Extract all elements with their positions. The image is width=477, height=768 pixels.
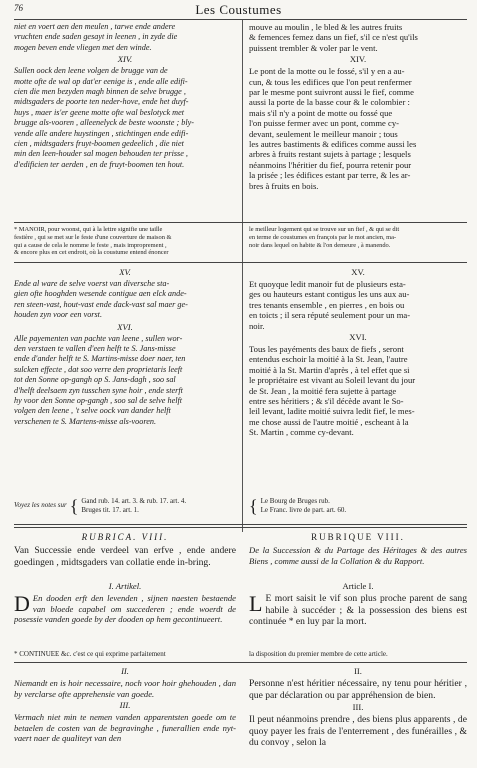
- text-line: ges ou hauteurs estant contigus les uns aux au-: [249, 289, 410, 300]
- text-line: motte ofte de wal op dat'er eenige is , ende alle edifi-: [14, 76, 188, 86]
- continue-rule: [14, 662, 467, 663]
- text-line: Gand rub. 14. art. 3. & rub. 17. art. 4.: [81, 497, 187, 505]
- text-line: tres tenants ensemble , en pierres , en bois ou: [249, 299, 405, 310]
- text-line: aussi la porte de la basse cour & le colombier :: [249, 97, 410, 108]
- text-line: vende alle andere huystingen , stichtingen ende edifi-: [14, 128, 189, 138]
- text-line: houden zyn voor een vorst.: [14, 310, 102, 320]
- text-line: bres à fruits en bois.: [249, 180, 319, 191]
- text-line: par le mesme pont suivront aussi le fief, comme: [249, 87, 414, 98]
- text-line: qui a cause de cela le nomme le feste , mais improprement ,: [14, 241, 167, 249]
- text-line: & femences femez dans un fief, s'il ce n'est qu'ils: [249, 32, 418, 43]
- section-rule-top: [14, 524, 467, 525]
- text-line: le meilleur logement qui se trouve sur un fief , & qui se dit: [249, 226, 400, 233]
- art1-right-text: L E mort saisit le vif son plus proche parent de sang habile à succéder ; & la possession des biens est continuée * en luy par la mort.: [249, 591, 467, 628]
- drop-cap: D: [14, 591, 30, 616]
- article-2-3-left: [14, 665, 236, 768]
- right-column-upper: [249, 22, 467, 191]
- note-bottom-rule: [14, 262, 467, 263]
- text-line: de St. Jean , la moitié fera sujette à partage: [249, 385, 397, 396]
- text-line: arbres à fruits restant sujets à partage ; lesquels: [249, 149, 411, 160]
- ref-left-lines: [81, 497, 186, 515]
- left-column-upper: [14, 22, 236, 170]
- text-line: l'on puisse fermer avec un pont, comme cy-: [249, 118, 399, 129]
- text-line: sulcken effecte , dat soo verre den proprietaris leeft: [14, 364, 183, 374]
- continue-note-right-block: [249, 651, 467, 659]
- right-xiv-heading: XIV.: [349, 54, 367, 65]
- text-line: & encore plus en cet endroit, où la coustume entend énoncer: [14, 249, 169, 257]
- title-right: De la Succession & du Partage des Héritages & des autres Biens , comme aussi de la Collation & du Rapport.: [249, 545, 467, 566]
- art1-left-text: D En dooden erft den levenden , sijnen naesten bestaende van bloede capabel om succederen ; ende woerdt de posessie vanden goede by der dooden op hem gecontinueert.: [14, 591, 236, 625]
- rubric-left: RUBRICA. VIII.: [81, 532, 169, 542]
- note-right-block: [249, 226, 467, 249]
- art3-right-heading: III.: [352, 702, 364, 713]
- text-line: néanmoins l'héritier du fief, pourra retenir pour: [249, 159, 412, 170]
- left-xiv-text: [14, 66, 236, 170]
- left-xvi-text: [14, 334, 236, 428]
- text-line: midtsgaders de poorte ten neder-hove, ende het duyf-: [14, 97, 189, 107]
- text-line: cun, & tous les edifices que l'on peut renfermer: [249, 76, 412, 87]
- left-top-text: [14, 22, 236, 53]
- note-left-text: [14, 226, 236, 257]
- text-line: Ende al ware de selve voerst van diversche sta-: [14, 279, 170, 288]
- right-xv-heading: XV.: [351, 267, 365, 277]
- text-line: volgen den leene , 't selve oock van dander helft: [14, 406, 171, 416]
- text-line: Le Bourg de Bruges rub.: [260, 497, 330, 505]
- ref-right-lines: [261, 497, 347, 515]
- note-left-block: [14, 226, 236, 257]
- text-line: vruchten ende saden gesayt in leenen , in zyde die: [14, 32, 178, 42]
- drop-cap: L: [249, 591, 263, 616]
- left-xv-heading: XV.: [119, 267, 131, 277]
- left-xv-text: [14, 279, 236, 321]
- text-line: le propriétaire est vivant au Soleil levant du jour: [249, 375, 416, 386]
- left-xiv-heading: XIV.: [117, 54, 133, 65]
- text-line: den verstaen te vallen d'een helft te S. Jans-misse: [14, 344, 176, 354]
- art3-left-heading: III.: [119, 700, 131, 711]
- page-title: Les Coustumes: [195, 2, 282, 17]
- rubric-right: RUBRIQUE VIII.: [311, 532, 405, 542]
- text-line: min den leen-houder sal mogen behouden ter prisse ,: [14, 149, 188, 159]
- brace-icon: {: [249, 497, 258, 516]
- text-line: Sullen oock den leene volgen de brugge van de: [14, 66, 168, 76]
- text-line: entre ses héritiers ; & s'il décède avant le So-: [249, 396, 404, 407]
- text-line: d'helft deelsaem zyn tusschen syne hoir , ende sterft: [14, 385, 183, 395]
- header-rule: [14, 19, 467, 20]
- text-line: leil levant, ladite moitié suivra ledit fief, le mes-: [249, 406, 415, 417]
- continue-note-right: la disposition du premier membre de cette article.: [249, 651, 388, 658]
- text-line: * MANOIR, pour woonst, qui à la lettre signifie une taille: [14, 226, 163, 233]
- text-line: gien ofte hooghden wesende contigue aen elck ande-: [14, 289, 187, 299]
- text-line: en terme de coustumes en françois par le mot ancien, ma-: [249, 233, 397, 241]
- art3-right-text: Il peut néanmoins prendre , des biens plus apparents , de quoy payer les frais de l'enterrement , des funérailles , & du convoy , selon la: [249, 714, 467, 749]
- right-xiv-text: [249, 66, 467, 191]
- ref-left-lead: Voyez les notes sur: [14, 501, 67, 510]
- text-line: Et quoyque ledit manoir fut de plusieurs esta-: [249, 279, 406, 289]
- rubric-right-block: [249, 532, 467, 566]
- text-line: Le pont de la motte ou le fossé, s'il y en a au-: [249, 66, 405, 77]
- note-right-text: [249, 226, 467, 249]
- text-line: ren steen-vast, hout-vast ende dack-vast sal maer ge-: [14, 299, 188, 309]
- text-line: Bruges tit. 17. art. 1.: [81, 506, 139, 514]
- text-line: Alle payementen van pachte van leene , sullen wor-: [14, 333, 183, 343]
- text-line: la prisée ; les édifices estant par terre, & les ar-: [249, 170, 411, 181]
- text-line: les autres bastiments & edifices comme aussi les: [249, 139, 417, 150]
- right-top-text: [249, 22, 467, 53]
- text-line: brugge als-vooren , alleenelyck de beste woonste ; bly-: [14, 118, 194, 128]
- text-line: noir.: [249, 320, 265, 331]
- right-xvi-text: [249, 344, 467, 438]
- note-rule: [14, 222, 467, 223]
- page-number: 76: [14, 3, 23, 13]
- left-column-lower: [14, 266, 236, 427]
- rubric-left-block: [14, 532, 236, 568]
- text-line: en toicts ; il sera réputé seulement pour un ma-: [249, 310, 411, 321]
- art2-left-text: Niemandt en is hoir necessaire, noch voor hoir ghehouden , dan by verclarse ofte apprehensie van goede.: [14, 678, 236, 699]
- text-line: hy voor den Sonne op-gangh , soo sal de selve helft: [14, 396, 183, 406]
- left-xvi-heading: XVI.: [117, 321, 133, 332]
- ref-right: [249, 497, 467, 519]
- article-2-3-right: [249, 665, 467, 768]
- art2-right-heading: II.: [354, 666, 362, 676]
- art2-right-text: Personne n'est héritier nécessaire, ny tenu pour héritier , que par déclaration ou par appréhension de bien.: [249, 678, 467, 701]
- running-header: [0, 2, 477, 18]
- text-line: niet en voert aen den meulen , tarwe ende andere: [14, 22, 176, 31]
- text-line: St. Martin , comme cy-devant.: [249, 427, 354, 438]
- title-left: Van Successie ende verdeel van erfve , ende andere goedingen , midtsgaders van collatie ende in-bring.: [14, 545, 236, 568]
- text-line: puissent trembler & voler par le vent.: [249, 42, 378, 53]
- right-column-lower: [249, 266, 467, 438]
- art2-left-heading: II.: [121, 666, 129, 676]
- continue-note-left: * CONTINUÉE &c. c'est ce qui exprime parfaitement: [14, 651, 166, 658]
- art3-left-text: Vermach niet min te nemen vanden apparentsten goede om te betaelen de costen van de begravinghe , funerallien ende nyt-vaert naer de qualiteyt van den: [14, 712, 236, 744]
- text-line: me chose aussi de l'autre moitié , escheant à la: [249, 416, 409, 427]
- text-line: cien , midtsgaders fruyt-boomen gedeelich , die niet: [14, 139, 184, 149]
- right-xvi-heading: XVI.: [349, 332, 367, 343]
- text-line: huys , maer is'er geene motte ofte wal beslotyck met: [14, 107, 185, 117]
- text-line: d'edificien ter aerden , en de fruyt-boomen ten hout.: [14, 159, 185, 169]
- text-line: Tous les payéments des baux de fiefs , seront: [249, 344, 404, 355]
- text-line: verschenen te S. Martens-misse als-vooren.: [14, 416, 157, 426]
- right-xv-text: [249, 279, 467, 331]
- text-line: tot den Sonne op-gangh op S. Jans-dagh , soo sal: [14, 375, 176, 385]
- text-line: devant, seulement le meilleur manoir ; tous: [249, 128, 398, 139]
- text-line: mais s'il n'y a point de motte ou fossé que: [249, 107, 393, 118]
- ref-left: [14, 497, 236, 519]
- text-line: ende d'ander helft te S. Martins-misse doer naer, ten: [14, 354, 186, 364]
- article-1-left: [14, 580, 236, 625]
- column-divider: [242, 20, 243, 532]
- text-line: festière , qui se met sur le feste d'une couverture de maison &: [14, 233, 172, 241]
- continue-note-left-block: [14, 651, 236, 659]
- text-line: entendus eschoir la moitié à la St. Jean, l'autre: [249, 354, 408, 365]
- text-line: mogen beven ende vliegen met den winde.: [14, 42, 152, 52]
- text-line: moitié à la St. Martin d'après , à tel effet que si: [249, 364, 410, 375]
- art1-left-heading: I. Artikel.: [108, 581, 142, 591]
- text-line: Le Franc. livre de part. art. 60.: [260, 506, 347, 514]
- brace-icon: {: [69, 497, 79, 516]
- section-rule-bottom: [14, 527, 467, 528]
- text-line: mouve au moulin , le bled & les autres fruits: [249, 22, 403, 32]
- text-line: cien die men bezyden magh binnen de selve brugge ,: [14, 87, 186, 97]
- text-line: noir dans lequel on habite & l'on demeure , à manendo.: [249, 241, 391, 249]
- article-1-right: [249, 580, 467, 628]
- art1-right-heading: Article I.: [342, 581, 374, 591]
